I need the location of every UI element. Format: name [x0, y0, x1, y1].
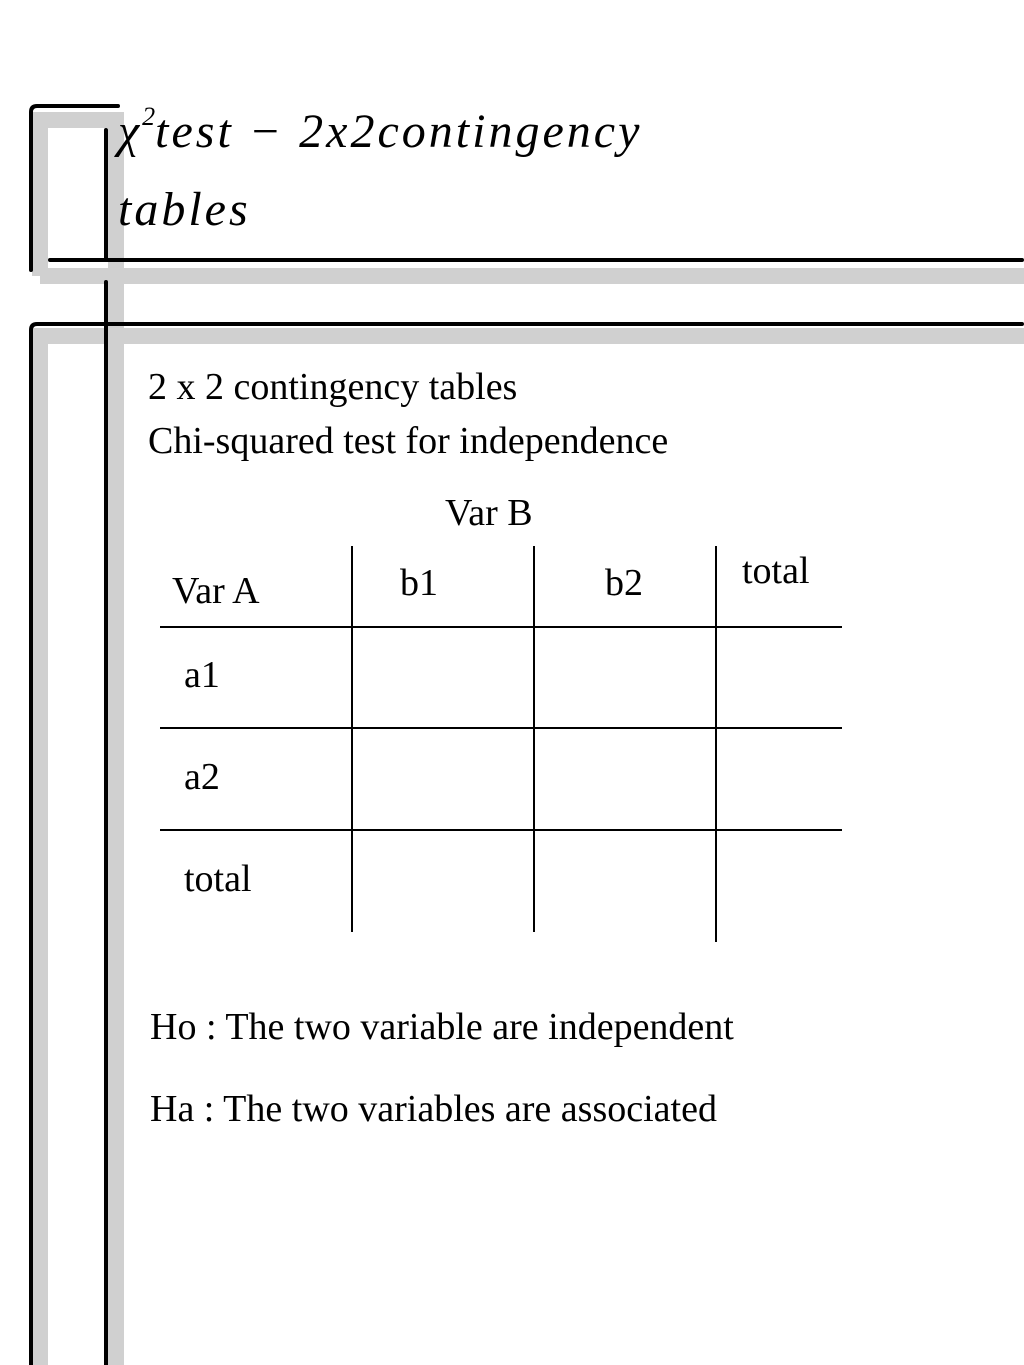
title-line-1-text: test − 2x2contingency	[155, 105, 643, 158]
row-label-total: total	[184, 858, 252, 900]
superscript-two: 2	[142, 102, 156, 131]
content-line-contingency: 2 x 2 contingency tables	[148, 366, 518, 408]
chi-symbol: χ	[118, 105, 143, 158]
column-header-total: total	[742, 550, 810, 592]
row-label-a1: a1	[184, 654, 220, 696]
alternative-hypothesis: Ha : The two variables are associated	[150, 1088, 717, 1130]
row-label-a2: a2	[184, 756, 220, 798]
content-line-chi-squared: Chi-squared test for independence	[148, 420, 669, 462]
row-variable-label: Var A	[172, 570, 260, 612]
null-hypothesis: Ho : The two variable are independent	[150, 1006, 734, 1048]
column-header-b1: b1	[400, 562, 438, 604]
title-line-2: tables	[118, 183, 251, 236]
column-variable-label: Var B	[445, 492, 533, 534]
column-header-b2: b2	[605, 562, 643, 604]
